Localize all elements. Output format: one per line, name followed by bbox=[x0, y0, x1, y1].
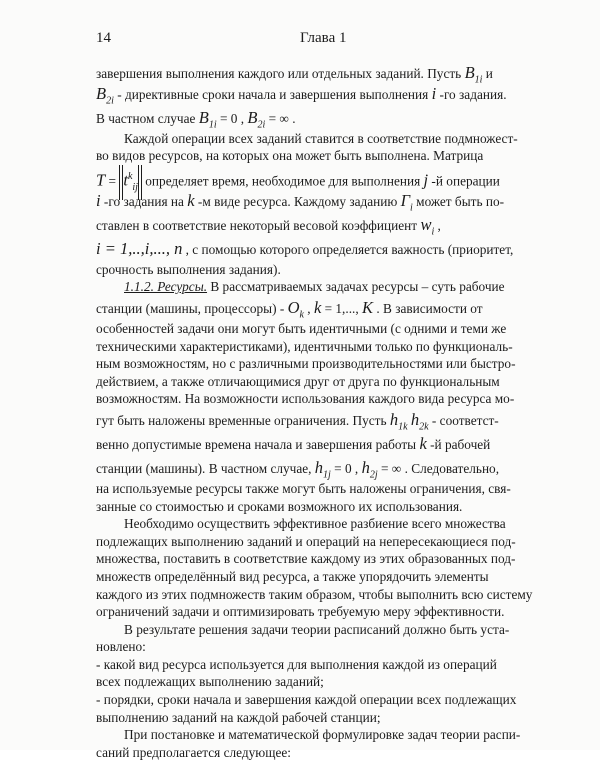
text-line: гут быть наложены временные ограничения. Пусть $h_{1k}$ $h_{2k}$ - соответст- bbox=[96, 409, 499, 433]
text-line: $B_{2i}$ - директивные сроки начала и завершения выполнения i -го задания. bbox=[96, 83, 507, 106]
matrix-definition-line: $T = t^k_{ij}$ определяет время, необходимое для выполнения j -й операции bbox=[96, 165, 536, 189]
section-heading: 1.1.2. Ресурсы. bbox=[124, 279, 208, 295]
text-line: завершения выполнения каждого или отдельных заданий. Пусть $B_{1i}$ и bbox=[96, 63, 493, 86]
text-line: подлежащих выполнению заданий и операций на непересекающиеся под- bbox=[96, 533, 516, 549]
paragraph-start-line: В результате решения задачи теории расписаний должно быть уста- bbox=[124, 621, 510, 637]
text-line: возможностям. На возможности использования каждого вида ресурса мо- bbox=[96, 391, 515, 407]
text-line: станции (машины). В частном случае, $h_{1j} = 0$ , $h_{2j}$ = ∞ . Следовательно, bbox=[96, 457, 500, 481]
text-line: множества, поставить в соответствие каждому из этих образованных под- bbox=[96, 551, 516, 567]
text-line: ограничений задачи и оптимизировать требуемую меру эффективности. bbox=[96, 604, 505, 620]
list-item-line: - какой вид ресурса используется для выполнения каждой из операций bbox=[96, 656, 497, 672]
text-line: новлено: bbox=[96, 639, 146, 655]
paragraph-start-line: Необходимо осуществить эффективное разбиение всего множества bbox=[124, 516, 506, 532]
text-line: i -го задания на k -м виде ресурса. Каждому заданию $\Gamma_i$ может быть по- bbox=[96, 190, 505, 214]
text-line: особенностей задачи они могут быть идентичными (с одними и теми же bbox=[96, 320, 507, 336]
page-number: 14 bbox=[96, 30, 111, 46]
list-item-line: - порядки, сроки начала и завершения каждой операции всех подлежащих bbox=[96, 692, 517, 708]
text-line: во видов ресурсов, на которых она может быть выполнена. Матрица bbox=[96, 148, 484, 164]
paragraph-start-line: При постановке и математической формулировке задач теории распи- bbox=[124, 727, 521, 743]
paragraph-start-line: Каждой операции всех заданий ставится в соответствие подмножест- bbox=[124, 130, 518, 146]
text-line: множеств определённый вид ресурса, а также упорядочить элементы bbox=[96, 568, 489, 584]
text-line: действием, а также отличающимися друг от друга по функциональным bbox=[96, 373, 500, 389]
text-line: на используемые ресурсы также могут быть наложены ограничения, свя- bbox=[96, 480, 511, 496]
section-heading-line: 1.1.2. Ресурсы. В рассматриваемых задачах ресурсы – суть рабочие bbox=[124, 279, 505, 295]
matrix-norm-brackets: $t^k_{ij}$ bbox=[119, 165, 142, 200]
text-line: занные со стоимостью и сроками возможного их использования. bbox=[96, 498, 463, 514]
text-line: ным возможностям, но с различными производительностями или быстро- bbox=[96, 356, 516, 372]
text-line: техническими характеристиками), идентичными только по функциональ- bbox=[96, 338, 513, 354]
text-line: станции (машины, процессоры) - $O_k$ , k = 1,..., K . В зависимости от bbox=[96, 297, 483, 321]
text-line: В частном случае $B_{1i} = 0$ , $B_{2i}$ = ∞ . bbox=[96, 107, 296, 130]
text-line: выполнению заданий на каждой рабочей станции; bbox=[96, 709, 381, 725]
text-line: срочность выполнения задания). bbox=[96, 261, 281, 277]
body-text bbox=[96, 64, 536, 761]
text-line: i = 1,..,i,..., n , с помощью которого определяется важность (приоритет, bbox=[96, 238, 514, 258]
text-line: венно допустимые времена начала и завершения работы k -й рабочей bbox=[96, 433, 491, 453]
text-line: каждого из этих подмножеств таким образом, чтобы выполнить всю систему bbox=[96, 586, 533, 602]
text-line: ставлен в соответствие некоторый весовой коэффициент $w_i$ , bbox=[96, 214, 441, 238]
text-line: всех подлежащих выполнению заданий; bbox=[96, 674, 324, 690]
chapter-running-head: Глава 1 bbox=[300, 30, 347, 46]
text-line: саний предполагается следующее: bbox=[96, 744, 291, 760]
